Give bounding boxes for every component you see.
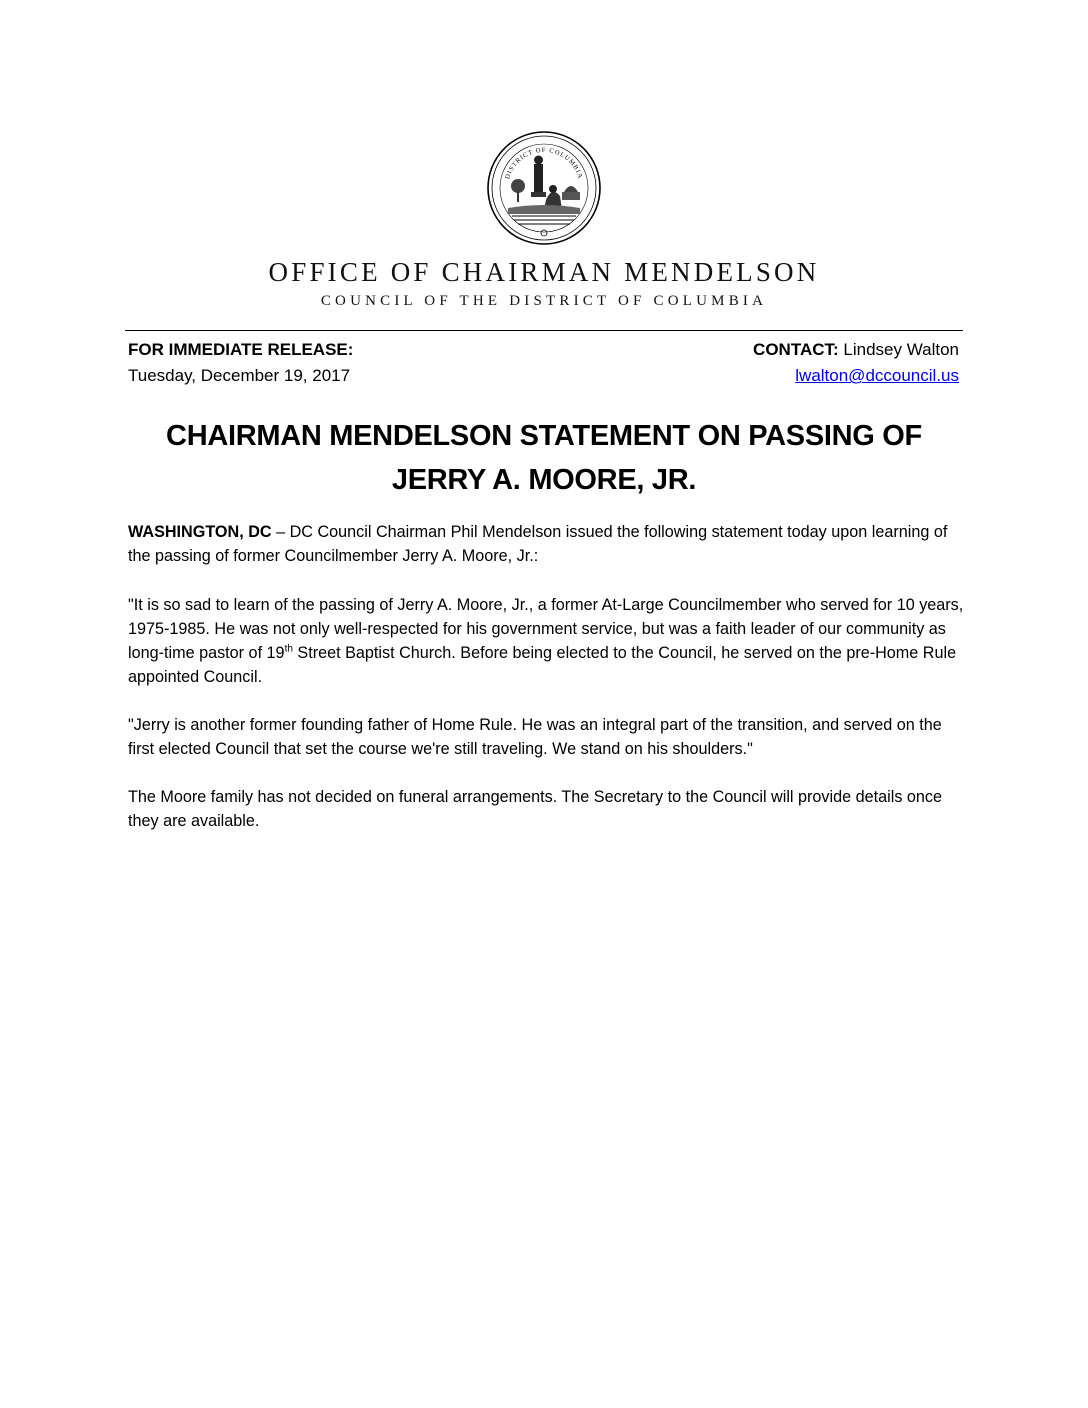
intro-text: – DC Council Chairman Phil Mendelson issued the following statement today upon learning of the passing of former Councilmember Jerry A. Moore, Jr.:	[128, 523, 948, 565]
release-date: Tuesday, December 19, 2017	[128, 366, 351, 385]
contact-email-link[interactable]: lwalton@dccouncil.us	[795, 366, 959, 385]
contact-line	[753, 337, 959, 363]
header-divider	[125, 330, 963, 331]
contact-label: CONTACT:	[753, 340, 839, 359]
ordinal-superscript: th	[284, 643, 293, 655]
dc-seal-icon	[486, 130, 602, 246]
paragraph-intro	[128, 520, 964, 568]
paragraph-closing: The Moore family has not decided on funeral arrangements. The Secretary to the Council will provide details once they are available.	[128, 788, 943, 830]
svg-text:DISTRICT OF COLUMBIA	[504, 147, 584, 180]
contact-block	[753, 337, 959, 389]
release-block	[128, 337, 353, 389]
office-subtitle: COUNCIL OF THE DISTRICT OF COLUMBIA	[320, 293, 768, 309]
office-title: OFFICE OF CHAIRMAN MENDELSON	[268, 257, 820, 287]
release-label: FOR IMMEDIATE RELEASE:	[128, 340, 354, 359]
paragraph-quote-1	[128, 593, 964, 689]
headline	[100, 414, 988, 502]
quote-1-part-a: "It is so sad to learn of the passing of Jerry A. Moore, Jr., a former At-Large Councilmember who served for 10 years, 1975-1985. He was not only well-respected for his government service, but was a faith leader of our community as long-time pastor of 19	[128, 596, 964, 662]
quote-1-part-b: Street Baptist Church. Before being elected to the Council, he served on the pre-Home Rule appointed Council.	[128, 644, 957, 686]
dateline: WASHINGTON, DC	[128, 523, 272, 541]
headline-line-2: JERRY A. MOORE, JR.	[391, 464, 697, 496]
contact-name: Lindsey Walton	[838, 340, 959, 359]
headline-line-1: CHAIRMAN MENDELSON STATEMENT ON PASSING OF	[166, 420, 922, 452]
paragraph-quote-2: "Jerry is another former founding father of Home Rule. He was an integral part of the transition, and served on the first elected Council that set the course we're still traveling. We stand on his shoulders."	[128, 716, 942, 758]
seal-text: DISTRICT OF COLUMBIA	[504, 146, 584, 180]
